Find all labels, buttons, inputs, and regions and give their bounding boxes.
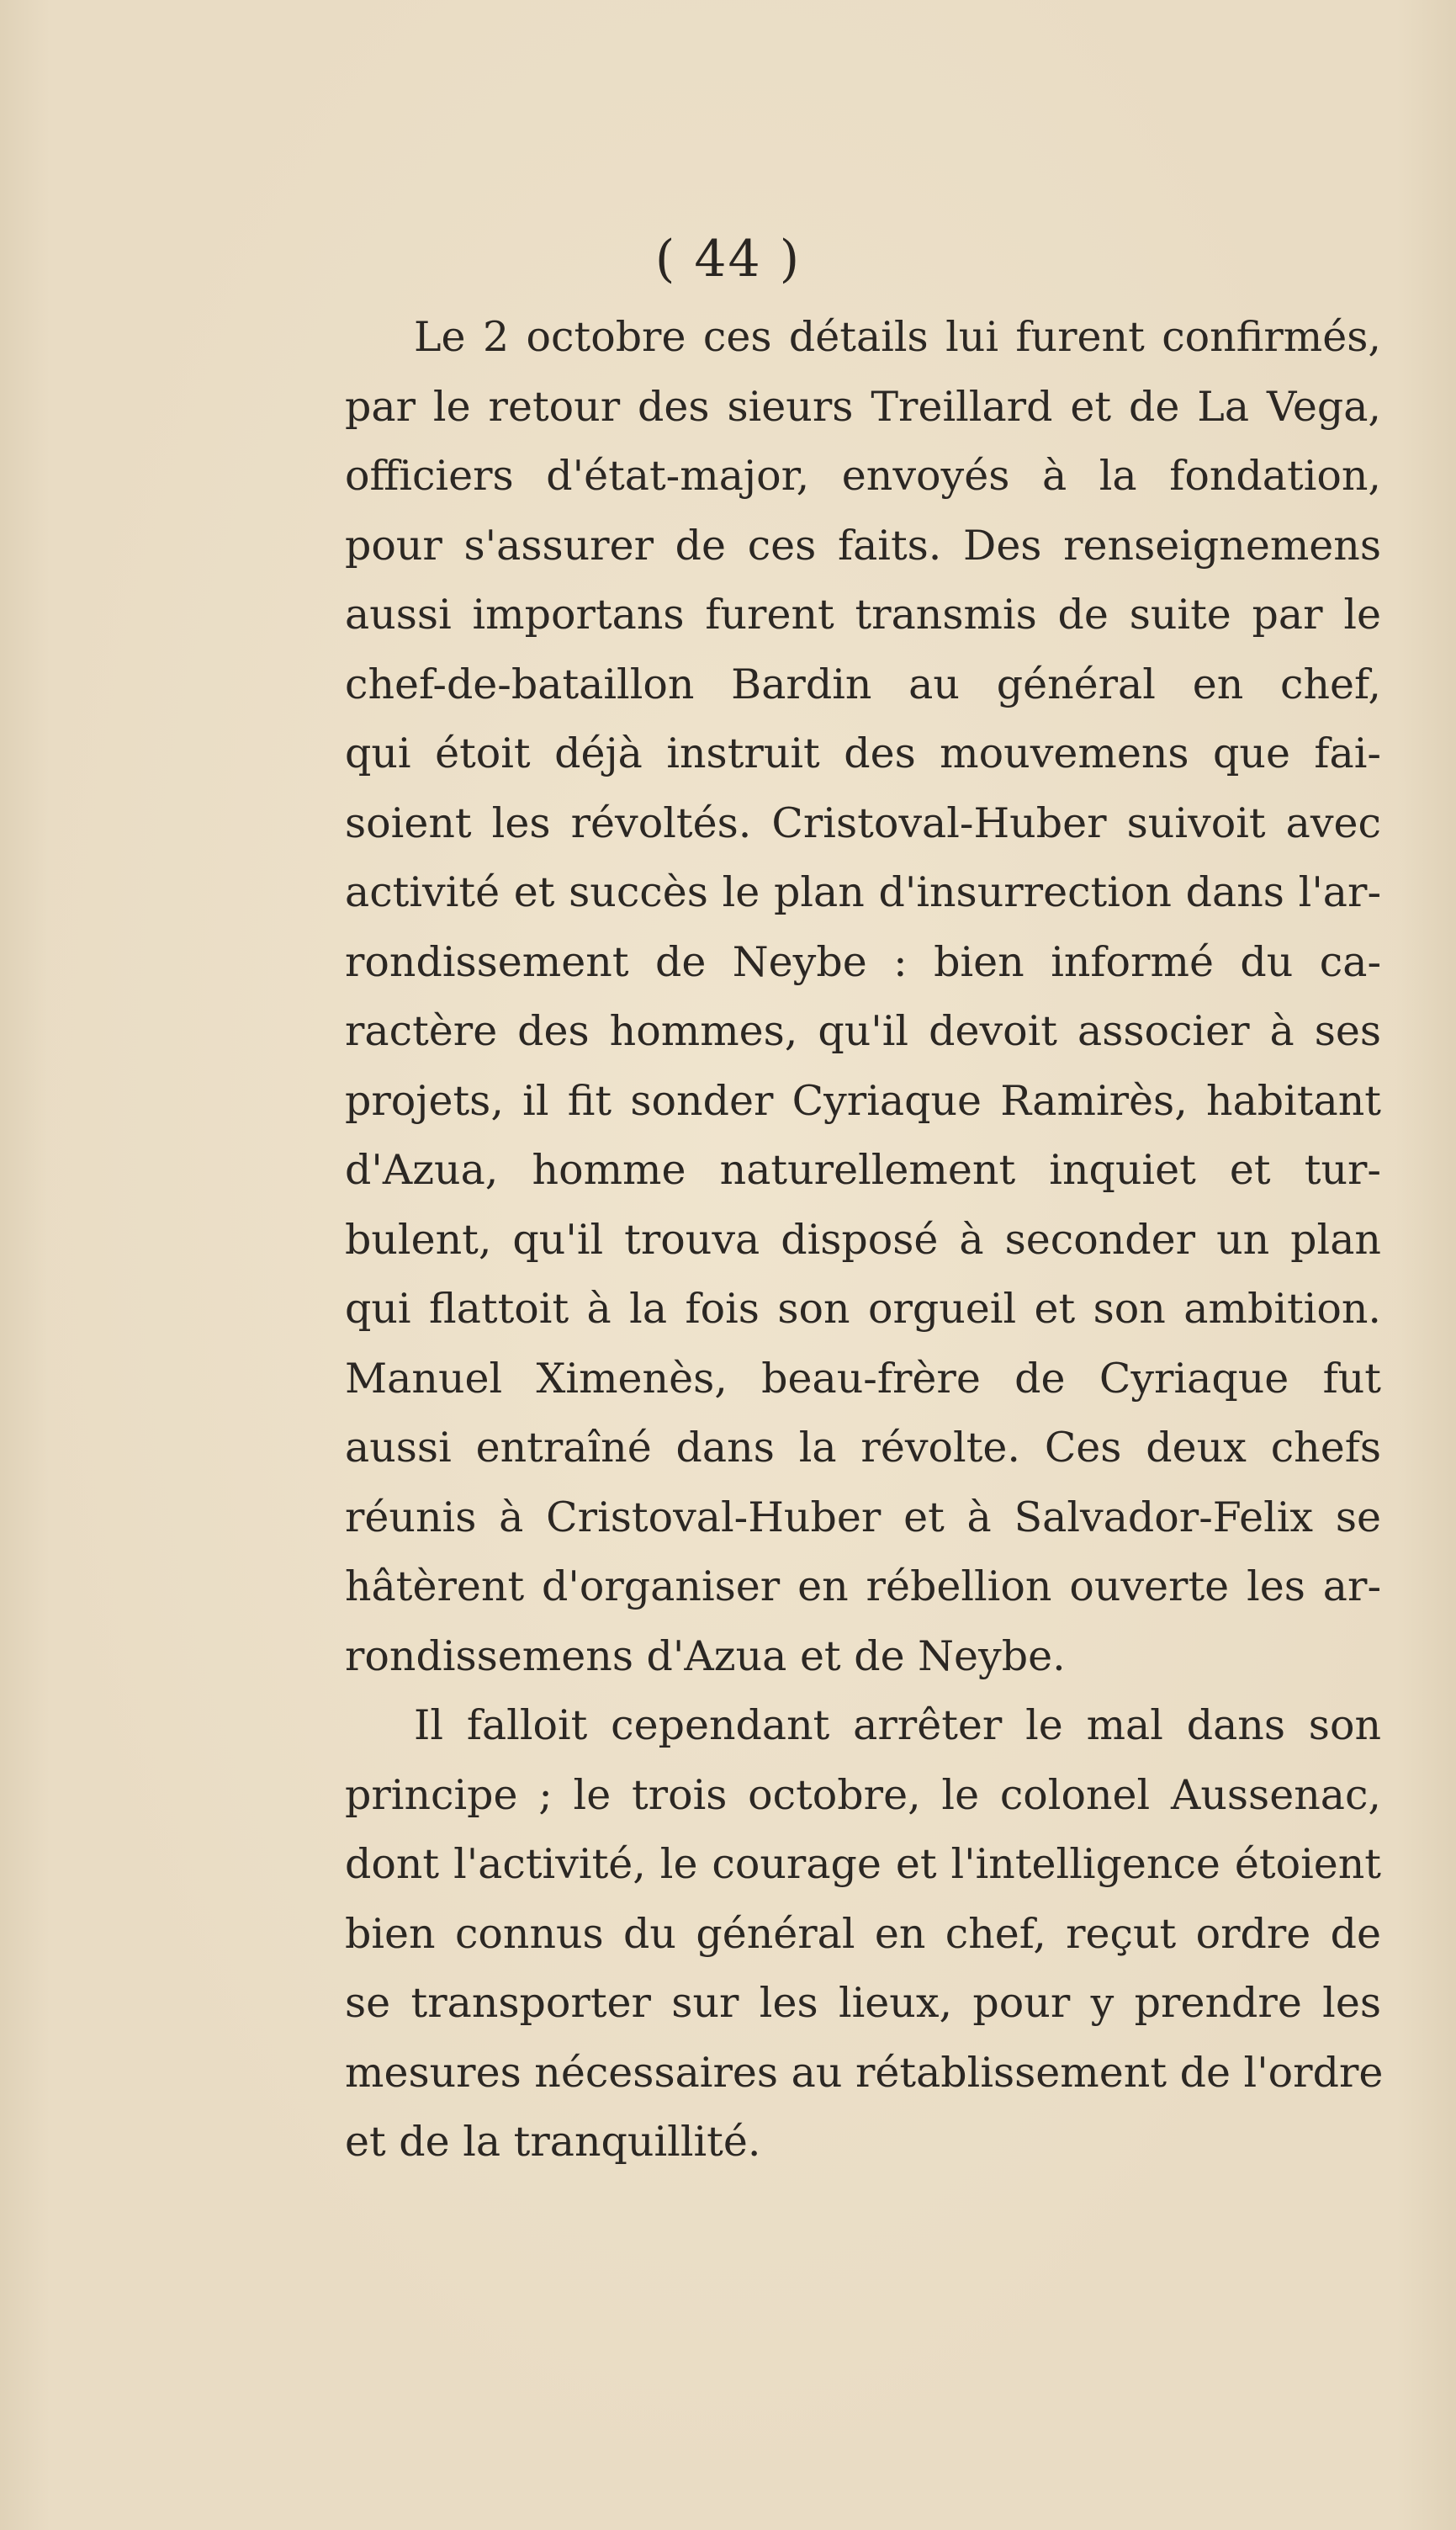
text-line: qui flattoit à la fois son orgueil et son ambition.	[345, 1285, 1381, 1333]
text-line: hâtèrent d'organiser en rébellion ouverte les ar-	[345, 1562, 1381, 1610]
text-line: Il falloit cependant arrêter le mal dans son	[414, 1701, 1381, 1749]
text-line: par le retour des sieurs Treillard et de La Vega,	[345, 382, 1381, 431]
text-line: bien connus du général en chef, reçut ordre de	[345, 1909, 1381, 1958]
text-line: soient les révoltés. Cristoval-Huber suivoit avec	[345, 798, 1381, 847]
text-line: rondissemens d'Azua et de Neybe.	[345, 1631, 1066, 1680]
text-line: réunis à Cristoval-Huber et à Salvador-Felix se	[345, 1493, 1381, 1541]
paragraph-1	[345, 303, 1381, 1691]
text-line: aussi importans furent transmis de suite par le	[345, 591, 1381, 639]
text-line: Manuel Ximenès, beau-frère de Cyriaque fut	[345, 1354, 1381, 1403]
text-line: et de la tranquillité.	[345, 2118, 761, 2166]
body-text	[345, 303, 1384, 2177]
text-line: qui étoit déjà instruit des mouvemens que fai-	[345, 729, 1381, 777]
text-line: dont l'activité, le courage et l'intelligence étoient	[345, 1840, 1381, 1888]
text-line: d'Azua, homme naturellement inquiet et tur-	[345, 1146, 1381, 1194]
text-line: se transporter sur les lieux, pour y prendre les	[345, 1979, 1381, 2027]
text-line: projets, il fit sonder Cyriaque Ramirès, habitant	[345, 1076, 1381, 1125]
text-line: officiers d'état-major, envoyés à la fondation,	[345, 452, 1381, 500]
text-line: pour s'assurer de ces faits. Des renseignemens	[345, 521, 1381, 570]
text-line: mesures nécessaires au rétablissement de l'ordre	[345, 2048, 1384, 2097]
text-line: Le 2 octobre ces détails lui furent confirmés,	[414, 313, 1381, 361]
page-number: ( 44 )	[654, 230, 802, 289]
text-line: activité et succès le plan d'insurrection dans l'ar-	[345, 868, 1381, 916]
text-line: bulent, qu'il trouva disposé à seconder un plan	[345, 1215, 1381, 1264]
text-line: rondissement de Neybe : bien informé du ca-	[345, 937, 1381, 986]
text-line: chef-de-bataillon Bardin au général en chef,	[345, 660, 1381, 708]
text-line: ractère des hommes, qu'il devoit associer à ses	[345, 1007, 1381, 1055]
paragraph-2	[345, 1691, 1384, 2177]
text-line: principe ; le trois octobre, le colonel Aussenac,	[345, 1770, 1381, 1819]
text-line: aussi entraîné dans la révolte. Ces deux chefs	[345, 1424, 1381, 1472]
